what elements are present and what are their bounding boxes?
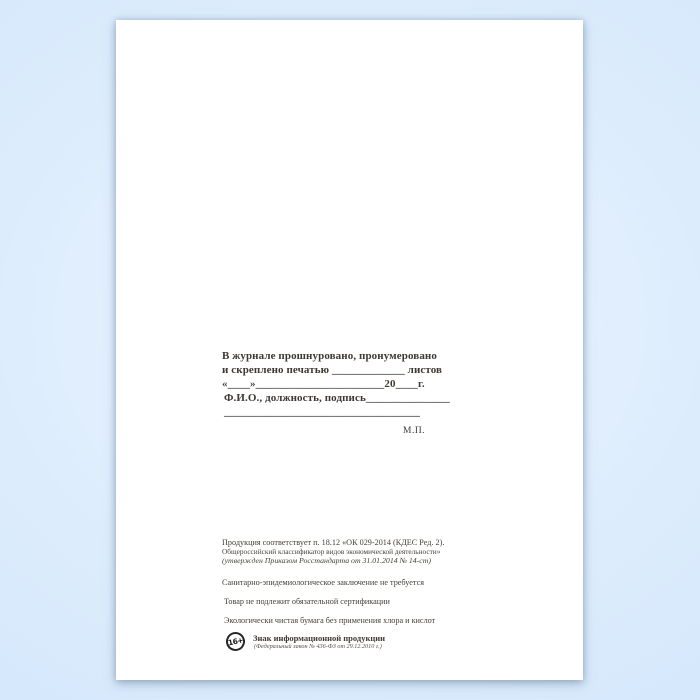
age-rating-16plus-icon <box>224 630 247 653</box>
stitch-line-5: ___________________________________ <box>224 406 420 418</box>
sanitary-statement: Санитарно-эпидемиологическое заключение не требуется <box>222 578 424 587</box>
stitch-line-4: Ф.И.О., должность, подпись_______________ <box>224 392 450 404</box>
stitch-certification-block <box>222 349 450 419</box>
journal-back-page <box>116 20 583 680</box>
stitch-line-1: В журнале прошнуровано, пронумеровано <box>222 350 437 362</box>
info-sign-law: (Федеральный закон № 436-ФЗ от 29.12.2010 г.) <box>254 643 382 650</box>
stitch-line-3: «____»_______________________20____г. <box>222 378 425 390</box>
eco-statement: Экологически чистая бумага без применения хлора и кислот <box>224 616 436 625</box>
compliance-line-1: Продукция соответствует п. 18.12 «ОК 029-2014 (КДЕС Ред. 2). <box>222 538 445 547</box>
compliance-line-3: (утвержден Приказом Росстандарта от 31.01.2014 № 14-ст) <box>222 556 431 565</box>
age-rating-label: 16+ <box>227 635 244 648</box>
compliance-line-2: Общероссийский классификатор видов экономической деятельности» <box>222 547 441 556</box>
certification-statement: Товар не подлежит обязательной сертификации <box>224 597 390 606</box>
stamp-placeholder: М.П. <box>403 426 426 436</box>
stitch-line-2: и скреплено печатью _____________ листов <box>222 364 443 376</box>
info-sign-title: Знак информационной продукции <box>253 633 386 643</box>
